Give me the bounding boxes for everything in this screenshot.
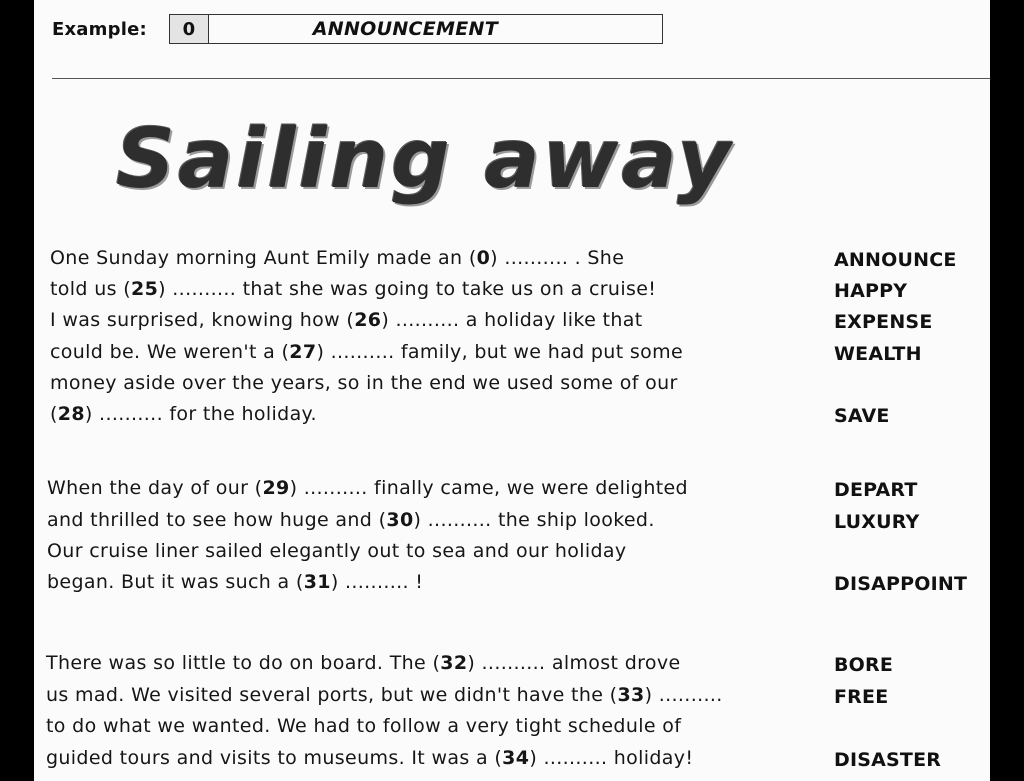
example-answer: ANNOUNCEMENT [312, 18, 498, 40]
gap-number: 33 [617, 684, 645, 706]
worksheet-page [34, 0, 990, 781]
gap-number: 25 [131, 278, 159, 300]
text-line: money aside over the years, so in the end we used some of our [50, 372, 678, 394]
stem-word: FREE [834, 686, 889, 708]
gap-number: 31 [303, 571, 331, 593]
text-line: (28) .......... for the holiday. [50, 403, 317, 425]
gap-number: 0 [476, 247, 491, 269]
text-line: When the day of our (29) .......... finally came, we were delighted [47, 477, 688, 499]
gap-number: 29 [262, 477, 290, 499]
gap-number: 28 [57, 403, 85, 425]
gap-number: 30 [386, 509, 414, 531]
stem-word: DISASTER [834, 749, 942, 771]
stem-word: DEPART [834, 479, 918, 501]
stem-word: EXPENSE [834, 311, 933, 333]
text-line: I was surprised, knowing how (26) .......... a holiday like that [50, 309, 643, 331]
text-line: There was so little to do on board. The (32) .......... almost drove [46, 652, 681, 674]
stem-word: LUXURY [834, 511, 920, 533]
text-line: could be. We weren't a (27) .......... family, but we had put some [50, 341, 684, 363]
gap-number: 26 [354, 309, 382, 331]
page-title: Sailing away [116, 112, 734, 207]
text-line: told us (25) .......... that she was going to take us on a cruise! [50, 278, 657, 300]
stem-word: DISAPPOINT [834, 573, 968, 595]
stem-word: HAPPY [834, 280, 908, 302]
text-line: began. But it was such a (31) .......... ! [47, 571, 424, 593]
example-answer-box [169, 14, 663, 44]
stem-word: SAVE [834, 405, 890, 427]
example-label: Example: [52, 18, 147, 40]
stem-word: ANNOUNCE [834, 249, 957, 271]
example-number: 0 [170, 15, 209, 43]
gap-number: 34 [502, 747, 530, 769]
gap-number: 27 [289, 341, 317, 363]
text-line: guided tours and visits to museums. It was a (34) .......... holiday! [46, 747, 694, 769]
stem-word: WEALTH [834, 343, 922, 365]
example-row [52, 12, 663, 46]
divider-line [52, 78, 990, 79]
text-line: and thrilled to see how huge and (30) .......... the ship looked. [47, 509, 655, 531]
gap-number: 32 [440, 652, 468, 674]
text-line: to do what we wanted. We had to follow a very tight schedule of [46, 715, 682, 737]
text-line: Our cruise liner sailed elegantly out to sea and our holiday [47, 540, 627, 562]
stem-word: BORE [834, 654, 894, 676]
text-line: One Sunday morning Aunt Emily made an (0) .......... . She [50, 247, 625, 269]
text-line: us mad. We visited several ports, but we didn't have the (33) .......... [46, 684, 723, 706]
